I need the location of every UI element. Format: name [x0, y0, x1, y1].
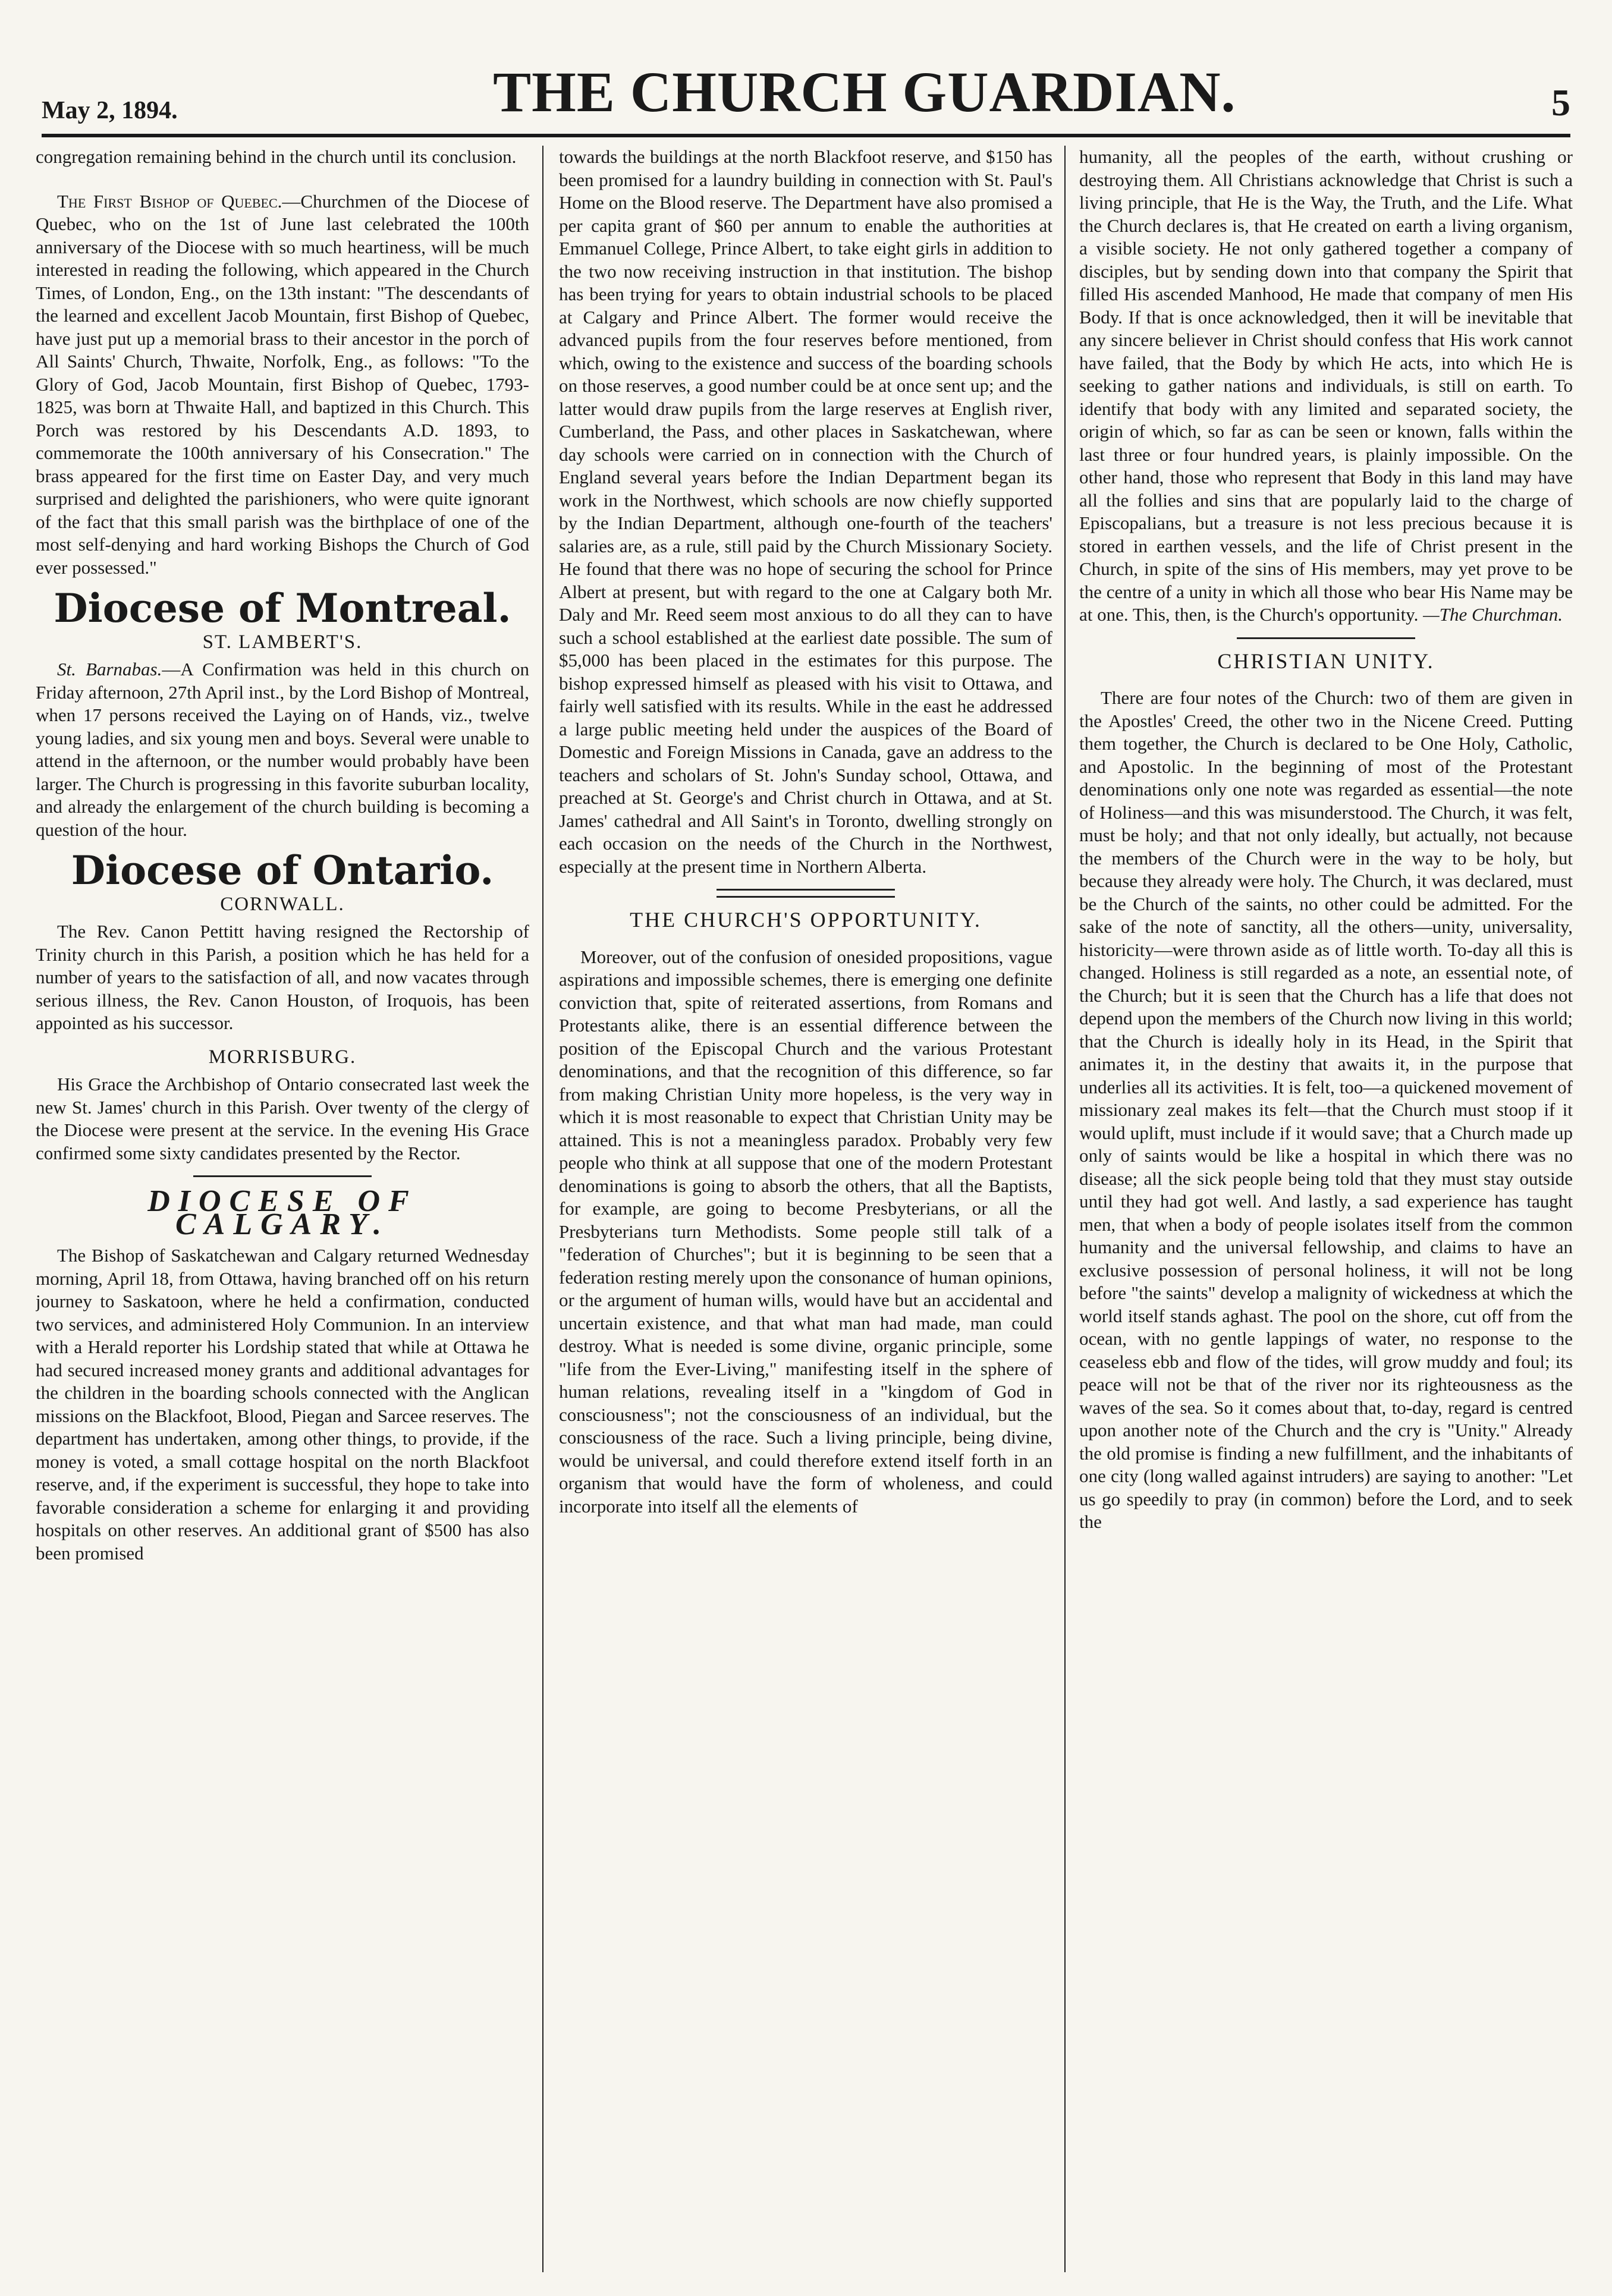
article-heading-churchs-opportunity: THE CHURCH'S OPPORTUNITY.	[630, 908, 982, 932]
column-2	[559, 146, 1052, 2272]
page-number: 5	[1551, 81, 1570, 124]
column-divider	[542, 146, 543, 2272]
article-lead: St. Barnabas.	[57, 659, 162, 680]
article-churchs-opportunity: Moreover, out of the confusion of onesided propositions, vague aspirations and impossible schemes, there is emerging one definite conviction that, spite of reiterated assertions, from Romans and Protestants alike, there is an essential difference between the position of the Episcopal Church and the various Protestant denominations, and that the recognition of this difference, so far from making Christian Unity more hopeless, is the very way in which it is most reasonable to expect that Christian Unity may be attained. This is not a meaningless paradox. Probably very few people who think at all suppose that one of the modern Protestant denominations is going to absorb the others, that all the Baptists, for example, are going to become Presbyterians, or all the Presbyterians turn Methodists. Some people still talk of a "federation of Churches"; but it is beginning to be seen that a federation resting merely upon the consonance of human opinions, or the argument of human wills, would have but an accidental and uncertain existence, and that what man had made, man could destroy. What is needed is some divine, organic principle, some "life from the Ever-Living," manifesting itself in the sphere of human relations, revealing itself in a "kingdom of God in consciousness"; not the consciousness of an individual, but the consciousness of the race. Such a living principle, being divine, would be universal, and could therefore extend itself forth in an organism that would have the form of wholeness, and could incorporate into itself all the elements of	[559, 946, 1052, 1517]
article-cornwall: The Rev. Canon Pettitt having resigned the Rectorship of Trinity church in this Parish, a position which he has held for a number of years to the satisfaction of all, and now vacates through serious illness, the Rev. Canon Houston, of Iroquois, has been appointed as his successor.	[36, 921, 529, 1033]
section-divider	[193, 1175, 372, 1177]
masthead-rule	[42, 134, 1570, 137]
subheading-cornwall: CORNWALL.	[220, 893, 345, 915]
article-first-bishop-quebec	[36, 190, 529, 580]
article-morrisburg: His Grace the Archbishop of Ontario consecrated last week the new St. James' church in this Parish. Over twenty of the clergy of the Diocese were present at the service. In the evening His Grace confirmed some sixty candidates presented by the Rector.	[36, 1074, 529, 1163]
article-source: —The Churchman.	[1423, 604, 1563, 625]
issue-date: May 2, 1894.	[42, 97, 178, 124]
article-opportunity-continued	[1079, 146, 1573, 627]
column-3	[1079, 146, 1573, 2272]
masthead	[42, 36, 1570, 125]
article-christian-unity: There are four notes of the Church: two of them are given in the Apostles' Creed, the other two in the Nicene Creed. Putting them together, the Church is declared to be One Holy, Catholic, and Apostolic. In the beginning of most of the Protestant denominations only one note was regarded as essential—the note of Holiness—and this was misunderstood. The Church, it was felt, must be holy; and that not only ideally, but actually, not because the members of the Church were in the way to be holy, but because they already were holy. The Church, it was declared, must be the Church of the saints, no other could be admitted. For the sake of the note of sanctity, all the others—unity, universality, historicity—were thrown aside as of little worth. To-day all this is changed. Holiness is still regarded as a note, an essential note, of the Church; but it is seen that the Church has a life that does not depend upon the members of the Church now living in this world; that the Church is ideally holy in its Head, in the Spirit that animates it, in the destiny that awaits it, in the purpose that underlies all its activities. It is felt, too—a quickened movement of missionary zeal makes its felt—that the Church must stoop if it would uplift, must include if it would save; that a Church made up only of saints would be like a hospital in which there was no disease; all the sick people being told that they must stay outside until they had got well. And lastly, a sad experience has taught men, that when a body of people isolates itself from the common humanity and the universal fellowship, and claims to have an exclusive possession of personal holiness, it will not be long before "the saints" develop a malignity of wickedness at which the world itself stands aghast. The pool on the shore, cut off from the ocean, with no gentle lappings of water, no response to the ceaseless ebb and flow of the tides, will grow muddy and foul; its peace will not be that of the river nor its righteousness as the waves of the sea. So it comes about that, to-day, regard is centred upon another note of the Church and the cry is "Unity." Already the old promise is finding a new fulfillment, and the inhabitants of one city (long walled against intruders) are saying to another: "Let us go speedily to pray (in common) before the Lord, and to seek the	[1079, 687, 1573, 1532]
article-body: —A Confirmation was held in this church on Friday afternoon, 27th April inst., by the Lord Bishop of Montreal, when 17 persons received the Laying on of Hands, viz., twelve young ladies, and six young men and boys. Several were unable to attend in the afternoon, or the number would probably have been larger. The Church is progressing in this favorite suburban locality, and already the enlargement of the church building is becoming a question of the hour.	[36, 659, 529, 840]
article-st-barnabas	[36, 658, 529, 841]
article-calgary: The Bishop of Saskatchewan and Calgary returned Wednesday morning, April 18, from Ottawa, having branched off on his return journey to Saskatoon, where he held a confirmation, conducted two services, and administered Holy Communion. In an interview with a Herald reporter his Lordship stated that while at Ottawa he had secured increased money grants and additional advantages for the children in the boarding schools connected with the Anglican missions on the Blackfoot, Blood, Piegan and Sarcee reserves. The department has undertaken, among other things, to provide, if the money is voted, a small cottage hospital on the north Blackfoot reserve, and, if the experiment is successful, they hope to take into favorable consideration a scheme for enlarging it and providing hospitals on other reserves. An additional grant of $500 has also been promised	[36, 1245, 529, 1564]
article-continuation: congregation remaining behind in the church until its conclusion.	[36, 146, 517, 167]
section-divider	[717, 889, 895, 898]
article-lead: The First Bishop of Quebec.	[57, 190, 282, 212]
section-heading-montreal: Diocese of Montreal.	[54, 585, 511, 631]
column-divider	[1064, 146, 1066, 2272]
newspaper-title: THE CHURCH GUARDIAN.	[493, 60, 1236, 124]
section-heading-ontario: Diocese of Ontario.	[71, 847, 494, 894]
article-body: —Churchmen of the Diocese of Quebec, who on the 1st of June last celebrated the 100th anniversary of the Diocese with so much heartiness, will be much interested in reading the following, which appeared in the Church Times, of London, Eng., on the 13th instant: "The descendants of the learned and excellent Jacob Mountain, first Bishop of Quebec, have just put up a memorial brass to their ancestor in the porch of All Saints' Church, Thwaite, Norfolk, Eng., as follows: "To the Glory of God, Jacob Mountain, first Bishop of Quebec, 1793-1825, was born at Thwaite Hall, and baptized in this Church. This Porch was restored by his Descendants A.D. 1893, to commemorate the 100th anniversary of his Consecration." The brass appeared for the first time on Easter Day, and very much surprised and delighted the parishioners, who were quite ignorant of the fact that this small parish was the birthplace of one of the most self-denying and hard working Bishops the Church of God ever possessed."	[36, 190, 529, 578]
section-heading-calgary: DIOCESE OF CALGARY.	[147, 1184, 417, 1241]
article-body: humanity, all the peoples of the earth, without crushing or destroying them. All Christians acknowledge that Christ is such a living principle, that He is the Way, the Truth, and the Life. What the Church declares is, that He created on earth a living organism, a visible society. He not only gathered together a company of disciples, but by sending down into that company the Spirit that filled His ascended Manhood, He made that company of men His Body. If that is once acknowledged, then it will be inevitable that any sincere believer in Christ should confess that His work cannot have failed, that the Body by which He acts, into which He is seeking to gather nations and individuals, is still on earth. To identify that body with any limited and separated society, the origin of which, so far as can be seen or known, falls within the last three or four hundred years, is plainly impossible. On the other hand, those who represent that Body in this land may have all the follies and sins that are popularly laid to the charge of Episcopalians, but a treasure is not less precious because it is stored in earthen vessels, and the life of Christ present in the Church, in spite of the sins of His members, may yet prove to be the centre of a unity in which all those who bear His Name may be at one. This, then, is the Church's opportunity.	[1079, 146, 1573, 625]
subheading-st-lamberts: ST. LAMBERT'S.	[202, 631, 363, 653]
subheading-morrisburg: MORRISBURG.	[208, 1046, 357, 1068]
article-heading-christian-unity: CHRISTIAN UNITY.	[1217, 649, 1435, 673]
column-1	[36, 146, 529, 2272]
article-calgary-continued: towards the buildings at the north Blackfoot reserve, and $150 has been promised for a laundry building in connection with St. Paul's Home on the Blood reserve. The Department have also promised a per capita grant of $60 per annum to enable the authorities at Emmanuel College, Prince Albert, to take eight girls in addition to the two now receiving instruction in that institution. The bishop has been trying for years to obtain industrial schools to be placed at Calgary and Prince Albert. The former would receive the advanced pupils from the four reserves before mentioned, from which, owing to the existence and success of the boarding schools on those reserves, a good number could be at once sent up; and the latter would draw pupils from the large reserves at English river, Cumberland, the Pass, and other places in Saskatchewan, where day schools were carried on in connection with the Church of England several years before the Indian Department began its work in the Northwest, which schools are now chiefly supported by the Indian Department, although one-fourth of the teachers' salaries are, as a rule, still paid by the Church Missionary Society. He found that there was no hope of securing the school for Prince Albert at present, but with regard to the one at Calgary both Mr. Daly and Mr. Reed seem most anxious to do all they can to have such a school established at the earliest date possible. The sum of $5,000 has been placed in the estimates for this purpose. The bishop expressed himself as pleased with his visit to Ottawa, and fairly well satisfied with its results. While in the east he addressed a large public meeting held under the auspices of the Board of Domestic and Foreign Missions in Canada, gave an address to the teachers and scholars of St. John's Sunday school, Ottawa, and preached at St. George's and Christ church in Ottawa, and at St. James' cathedral and All Saint's in Toronto, dwelling strongly on each occasion on the needs of the Church in the Northwest, especially at the present time in Northern Alberta.	[559, 146, 1052, 877]
section-divider	[1237, 637, 1415, 639]
